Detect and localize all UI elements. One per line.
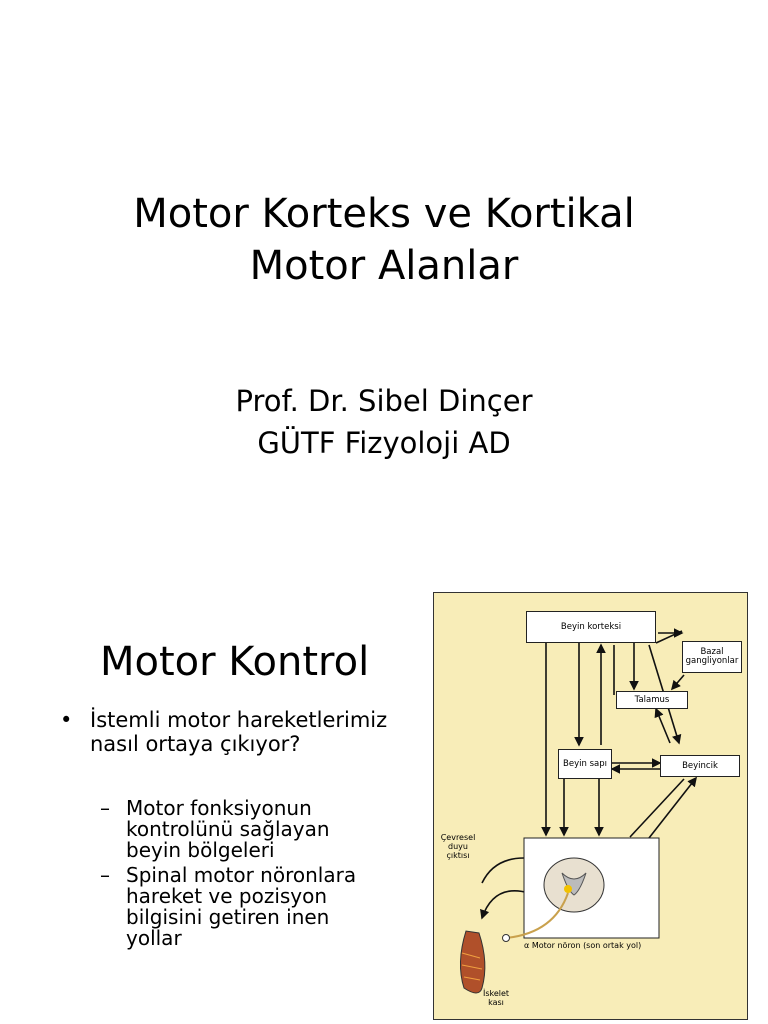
- sub-bullet-dash: –: [100, 796, 110, 820]
- author-name: Prof. Dr. Sibel Dinçer: [235, 384, 533, 418]
- box-talamus: Talamus: [616, 691, 688, 709]
- box-beyincik: Beyincik: [660, 755, 740, 777]
- box-beyin-korteksi: Beyin korteksi: [526, 611, 656, 643]
- slide-2: [0, 570, 768, 1024]
- title-line-2: Motor Alanlar: [249, 243, 519, 289]
- slide-2-title: Motor Kontrol: [100, 639, 370, 685]
- label-cevresel: Çevresel duyu çıktısı: [440, 833, 476, 860]
- sub-bullet-list: [100, 798, 390, 949]
- sub-bullet-dash: –: [100, 863, 110, 887]
- slide-title: [0, 188, 768, 292]
- sub-bullet-item: [100, 865, 390, 949]
- bullet-dot: •: [60, 708, 73, 732]
- motor-control-diagram: [433, 592, 748, 1020]
- bullet-item: [60, 708, 390, 756]
- author-affiliation: GÜTF Fizyoloji AD: [257, 426, 511, 460]
- box-beyin-sapi: Beyin sapı: [558, 749, 612, 779]
- box-bazal: Bazal gangliyonlar: [682, 641, 742, 673]
- label-motor-noron: α Motor nöron (son ortak yol): [524, 941, 642, 950]
- author-block: [0, 380, 768, 464]
- sub-bullet-item: [100, 798, 390, 861]
- bullet-text: İstemli motor hareketlerimiz nasıl ortaya çıkıyor?: [90, 708, 388, 756]
- label-iskelet: İskelet kası: [482, 989, 510, 1007]
- sub-bullet-text: Motor fonksiyonun kontrolünü sağlayan beyin bölgeleri: [126, 796, 330, 862]
- title-line-1: Motor Korteks ve Kortikal: [133, 191, 635, 237]
- bullet-list: [60, 708, 390, 953]
- sub-bullet-text: Spinal motor nöronlara hareket ve pozisyon bilgisini getiren inen yollar: [126, 863, 357, 950]
